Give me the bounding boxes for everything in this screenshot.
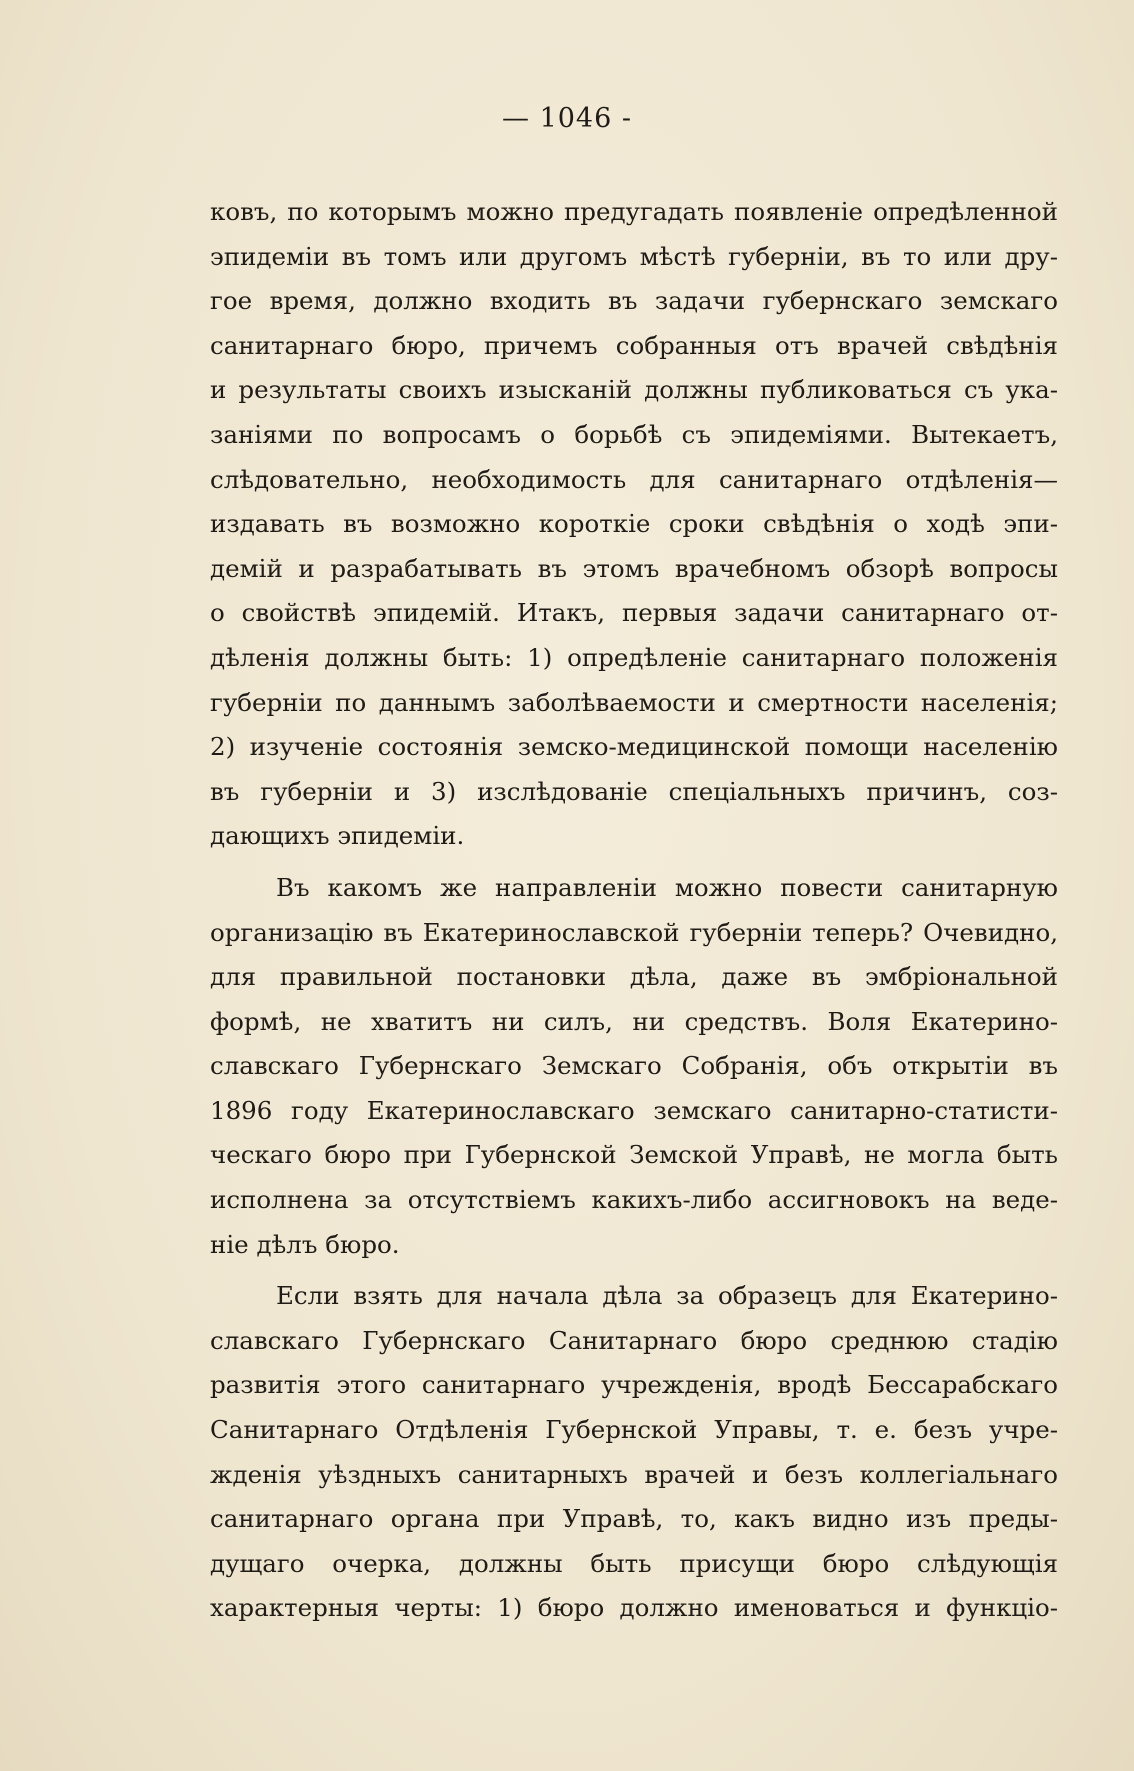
text-line: гое время, должно входить въ задачи губернскаго земскаго [210,286,1058,316]
text-line: ніе дѣлъ бюро. [210,1229,400,1259]
text-line: дущаго очерка, должны быть присущи бюро слѣдующія [210,1548,1058,1578]
page-number: — 1046 - [501,103,632,134]
text-line: славскаго Губернскаго Земскаго Собранія, объ открытіи въ [210,1051,1058,1081]
text-line: исполнена за отсутствіемъ какихъ-либо ассигновокъ на веде- [210,1185,1058,1215]
text-line: Если взять для начала дѣла за образецъ для Екатерино- [276,1281,1058,1311]
text-line: о свойствѣ эпидемій. Итакъ, первыя задачи санитарнаго от- [210,598,1058,628]
text-line: характерныя черты: 1) бюро должно именоваться и функціо- [210,1593,1058,1623]
paragraph-3 [210,1274,1058,1631]
text-line: издавать въ возможно короткіе сроки свѣдѣнія о ходѣ эпи- [210,509,1058,539]
text-line: для правильной постановки дѣла, даже въ эмбріональной [210,962,1058,992]
text-line: ческаго бюро при Губернской Земской Управѣ, не могла быть [210,1140,1058,1170]
paragraph-2 [210,866,1058,1267]
body-text [210,190,1058,1631]
text-line: санитарнаго органа при Управѣ, то, какъ видно изъ преды- [210,1504,1058,1534]
text-line: жденія уѣздныхъ санитарныхъ врачей и безъ коллегіальнаго [210,1459,1058,1489]
text-line: заніями по вопросамъ о борьбѣ съ эпидеміями. Вытекаетъ, [210,419,1058,449]
paragraph-gap [210,859,1058,866]
text-line: въ губерніи и 3) изслѣдованіе спеціальныхъ причинъ, соз- [210,776,1058,806]
text-line: демій и разрабатывать въ этомъ врачебномъ обзорѣ вопросы [210,553,1058,583]
text-line: 2) изученіе состоянія земско-медицинской помощи населенію [210,732,1058,762]
paragraph-gap [210,1267,1058,1274]
text-line: и результаты своихъ изысканій должны публиковаться съ ука- [210,375,1058,405]
text-line: дающихъ эпидеміи. [210,821,465,851]
text-line: санитарнаго бюро, причемъ собранныя отъ врачей свѣдѣнія [210,330,1058,360]
text-line: дѣленія должны быть: 1) опредѣленіе санитарнаго положенія [210,642,1058,672]
text-line: славскаго Губернскаго Санитарнаго бюро среднюю стадію [210,1325,1058,1355]
text-line: Санитарнаго Отдѣленія Губернской Управы, т. е. безъ учре- [210,1415,1058,1445]
text-line: организацію въ Екатеринославской губерніи теперь? Очевидно, [210,917,1058,947]
text-line: формѣ, не хватитъ ни силъ, ни средствъ. Воля Екатерино- [210,1006,1058,1036]
text-line: 1896 году Екатеринославскаго земскаго санитарно-статисти- [210,1095,1058,1125]
text-line: эпидеміи въ томъ или другомъ мѣстѣ губерніи, въ то или дру- [210,241,1058,271]
text-line: губерніи по даннымъ заболѣваемости и смертности населенія; [210,687,1058,717]
paragraph-1 [210,190,1058,859]
text-line: Въ какомъ же направленіи можно повести санитарную [276,872,1058,902]
text-line: слѣдовательно, необходимость для санитарнаго отдѣленія— [210,464,1058,494]
text-line: ковъ, по которымъ можно предугадать появленіе опредѣленной [210,197,1058,226]
text-line: развитія этого санитарнаго учрежденія, вродѣ Бессарабскаго [210,1370,1058,1400]
